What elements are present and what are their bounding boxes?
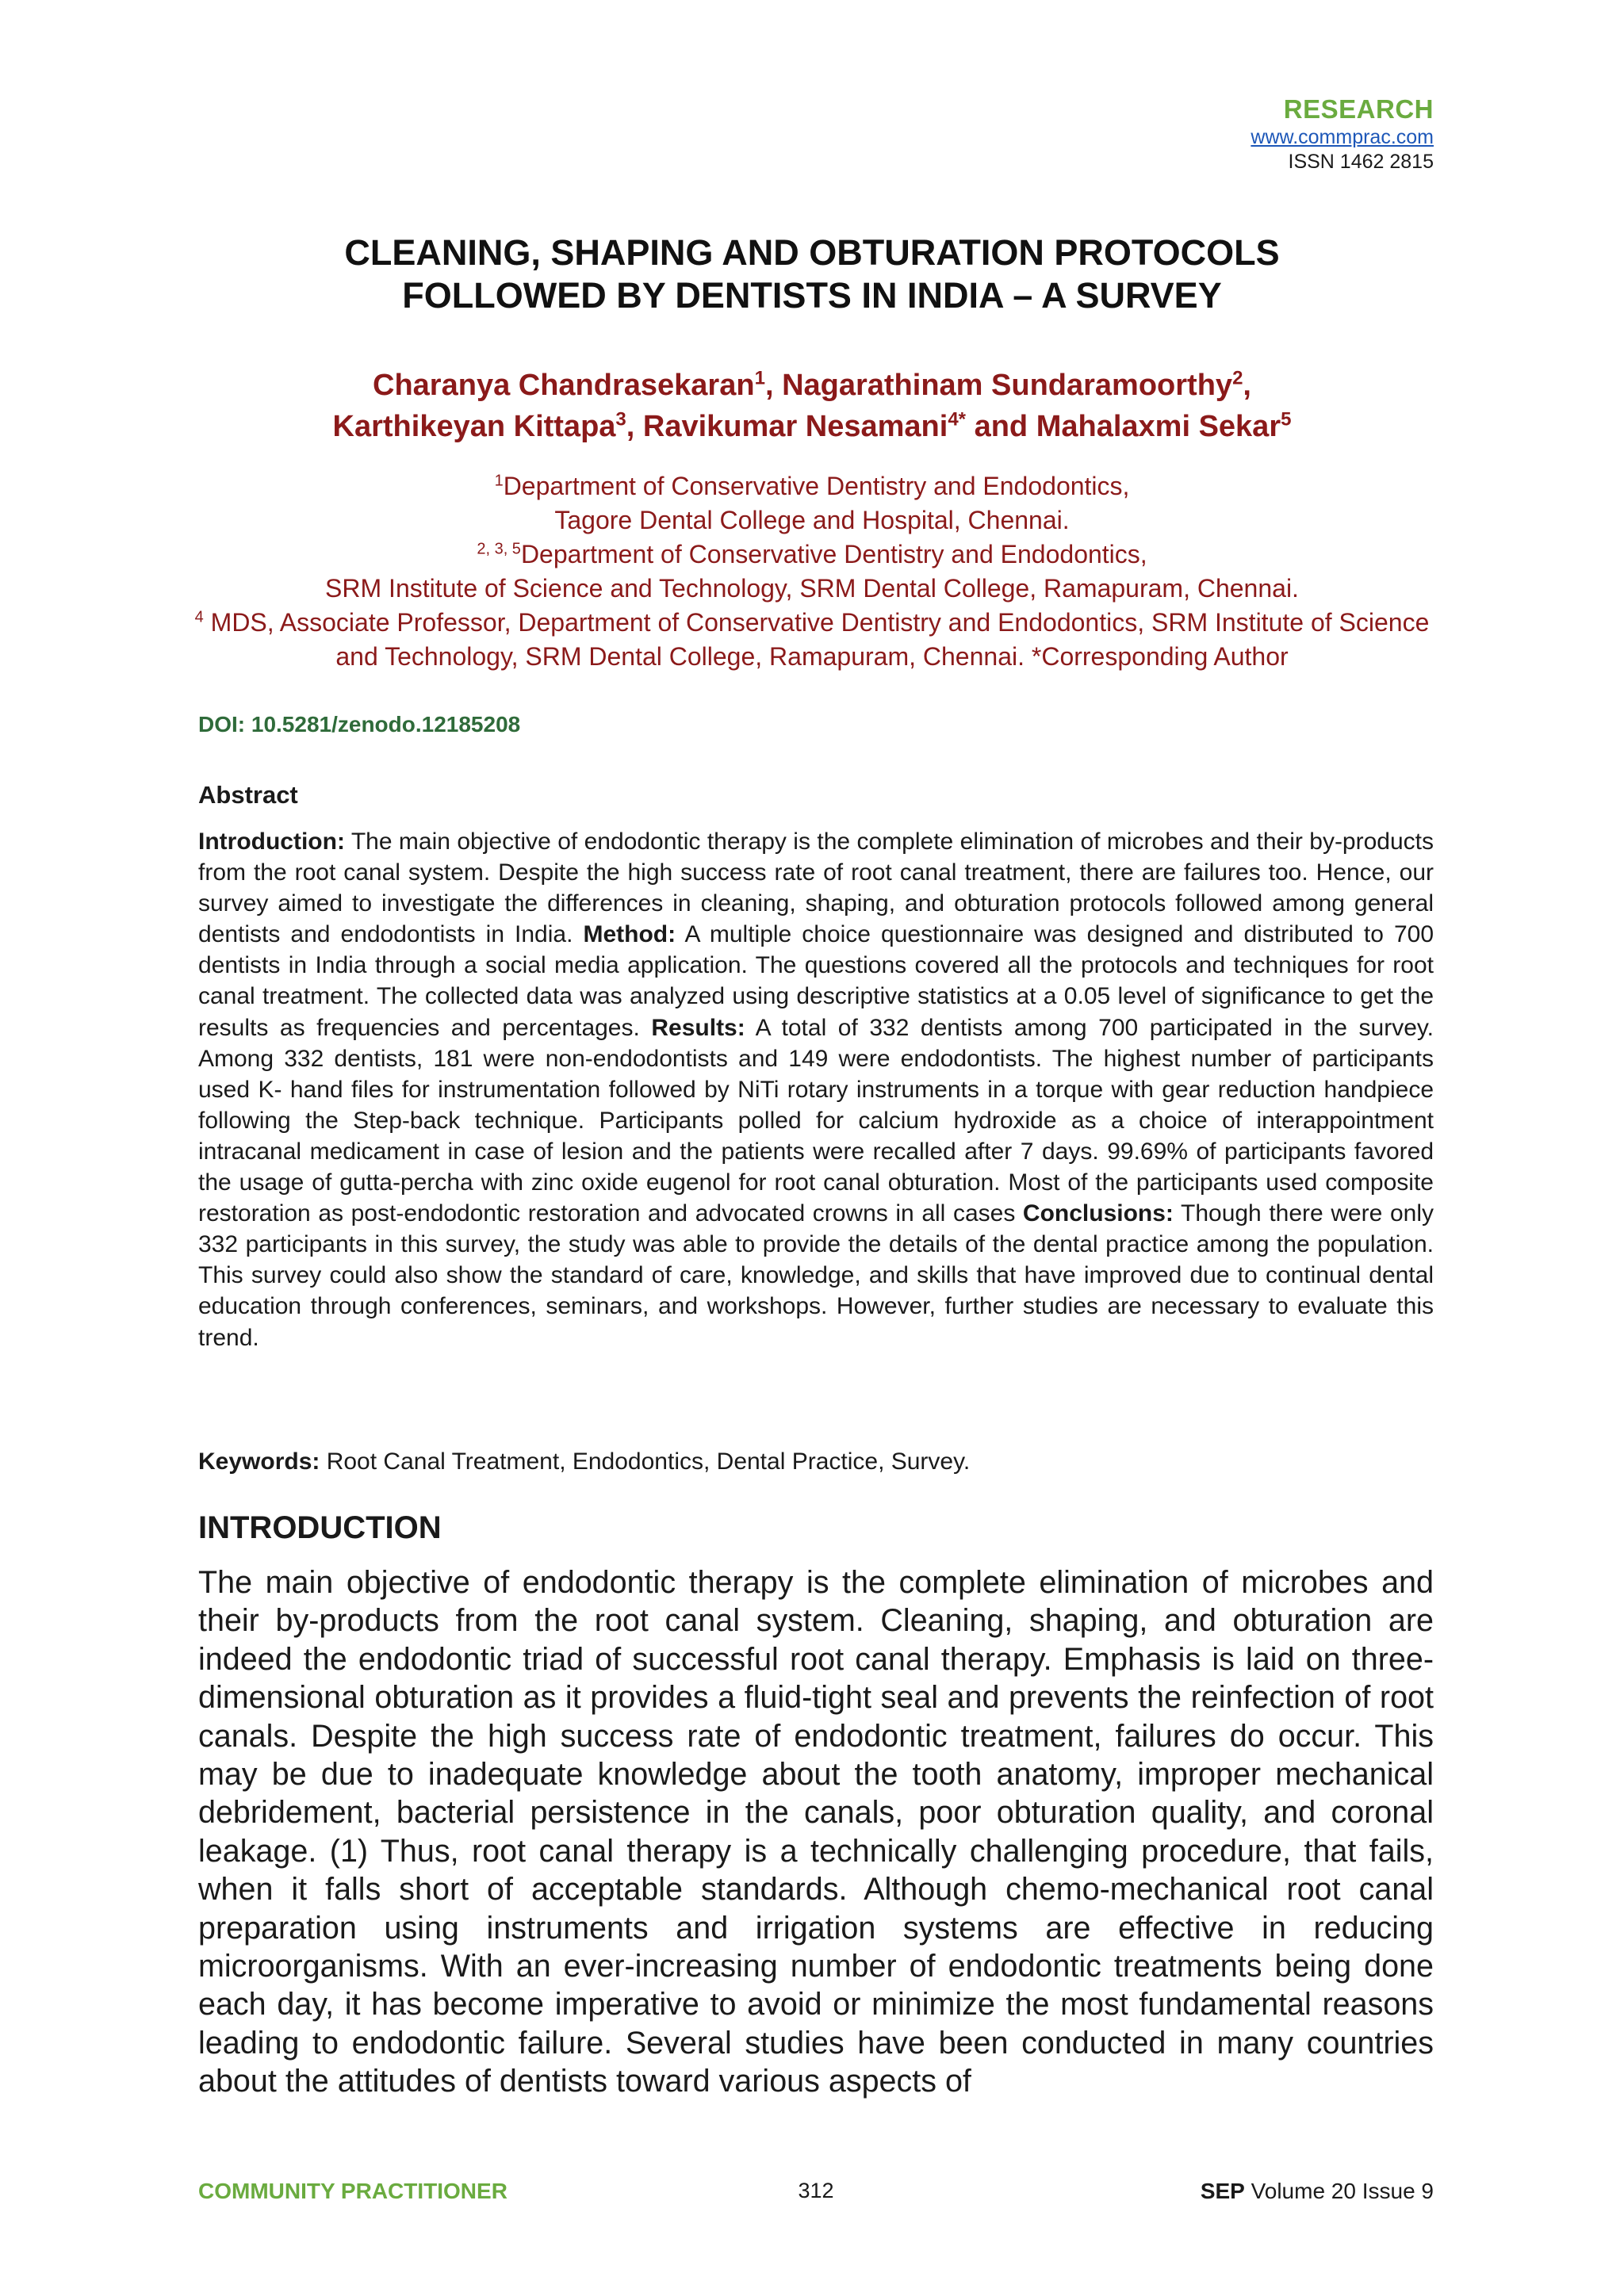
affiliation-line: SRM Institute of Science and Technology, SRM Dental College, Ramapuram, Chennai. (325, 574, 1299, 603)
affiliation-mark: 1 (494, 472, 504, 490)
author-name: Charanya Chandrasekaran (373, 369, 755, 402)
introduction-heading: INTRODUCTION (198, 1510, 442, 1545)
footer-issue (1201, 2179, 1434, 2204)
keywords (198, 1446, 1434, 1477)
author-name: Mahalaxmi Sekar (1036, 410, 1281, 443)
abstract-intro-text: The main objective of endodontic therapy is the complete elimination of microbes and their by-products from the root canal system. Despite the high success rate of root canal treatment, there are failures too. Hence, our survey aimed to investigate the differences in cleaning, shaping, and obturation protocols followed among general dentists and endodontists in India. (198, 828, 1434, 948)
footer-journal-name: COMMUNITY PRACTITIONER (198, 2179, 508, 2203)
abstract-intro-label: Introduction: (198, 828, 345, 855)
journal-header (1251, 94, 1434, 174)
introduction-body: The main objective of endodontic therapy is the complete elimination of microbes and their by-products from the root canal system. Cleaning, shaping, and obturation are indeed the endodontic triad of successful root canal therapy. Emphasis is laid on three-dimensional obturation as it provides a fluid-tight seal and prevents the reinfection of root canals. Despite the high success rate of endodontic treatment, failures do occur. This may be due to inadequate knowledge about the tooth anatomy, improper mechanical debridement, bacterial persistence in the canals, poor obturation quality, and coronal leakage. (1) Thus, root canal therapy is a technically challenging procedure, that fails, when it falls short of acceptable standards. Although chemo-mechanical root canal preparation using instruments and irrigation systems are effective in reducing microorganisms. With an ever-increasing number of endodontic treatments being done each day, it has become imperative to avoid or minimize the most fundamental reasons leading to endodontic failure. Several studies have been conducted in many countries about the attitudes of dentists toward various aspects of (198, 1565, 1434, 2099)
section-tag: RESEARCH (1283, 94, 1434, 124)
doi-link[interactable]: DOI: 10.5281/zenodo.12185208 (198, 712, 521, 737)
affiliation-line: $^{2, 3, 5}$Department of Conservative Dentistry and Endodontics, (477, 540, 1147, 568)
abstract-body (198, 826, 1434, 1353)
affiliation-line: $^1$Department of Conservative Dentistry and Endodontics, (494, 472, 1130, 500)
title-line-2: FOLLOWED BY DENTISTS IN INDIA – A SURVEY (402, 275, 1222, 316)
abstract-method-text: A multiple choice questionnaire was designed and distributed to 700 dentists in India through a social media application. The questions covered all the protocols and techniques for root canal treatment. The collected data was analyzed using descriptive statistics at a 0.05 level of significance to get the results as frequencies and percentages. (198, 921, 1434, 1041)
page-footer (198, 2179, 1434, 2210)
abstract-conclusions-label: Conclusions: (1022, 1200, 1174, 1227)
authors-line-1: Charanya Chandrasekaran$^1$, Nagarathinam Sundaramoorthy$^2$, (373, 367, 1251, 402)
author-name: Ravikumar Nesamani (642, 410, 948, 443)
journal-website-link[interactable]: www.commprac.com (1251, 126, 1434, 148)
author-name: Nagarathinam Sundaramoorthy (782, 369, 1233, 402)
footer-volume: Volume 20 Issue 9 (1244, 2179, 1434, 2203)
affiliation-mark: 2, 3, 5 (477, 540, 521, 558)
affiliation-mark: 4 (194, 608, 204, 626)
affiliations (190, 469, 1434, 674)
authors-line-2: Karthikeyan Kittapa$^3$, Ravikumar Nesamani$^{4*}$ and Mahalaxmi Sekar$^5$ (332, 408, 1292, 443)
author-affil-mark: 3 (615, 408, 626, 430)
page-number: 312 (798, 2179, 834, 2202)
abstract-results-text: A total of 332 dentists among 700 participated in the survey. Among 332 dentists, 181 were non-endodontists and 149 were endodontists. The highest number of participants used K- hand files for instrumentation followed by NiTi rotary instruments in a torque with gear reduction handpiece following the Step-back technique. Participants polled for calcium hydroxide as a choice of interappointment intracanal medicament in case of lesion and the patients were recalled after 7 days. 99.69% of participants favored the usage of gutta-percha with zinc oxide eugenol for root canal obturation. Most of the participants used composite restoration as post-endodontic restoration and advocated crowns in all cases (198, 1014, 1434, 1227)
abstract-heading: Abstract (198, 781, 298, 809)
abstract-method-label: Method: (583, 921, 676, 948)
keywords-text: Root Canal Treatment, Endodontics, Dental Practice, Survey. (320, 1448, 971, 1475)
author-name: Karthikeyan Kittapa (332, 410, 616, 443)
issn-number: ISSN 1462 2815 (1288, 151, 1434, 173)
affiliation-line: Tagore Dental College and Hospital, Chennai. (554, 506, 1070, 534)
author-affil-mark: 1 (754, 367, 765, 389)
author-affil-mark: 2 (1232, 367, 1243, 389)
affiliation-line: $^4$ MDS, Associate Professor, Department of Conservative Dentistry and Endodontics, SRM Institute of Science and Technology, SRM Dental College, Ramapuram, Chennai. *Corresponding Author (194, 608, 1430, 671)
author-conjunction: and (974, 410, 1028, 443)
keywords-label: Keywords: (198, 1448, 320, 1475)
author-affil-mark: 5 (1281, 408, 1292, 430)
abstract-results-label: Results: (651, 1014, 745, 1041)
paper-title (198, 232, 1426, 317)
abstract-conclusions-text: Though there were only 332 participants in this survey, the study was able to provide the details of the dental practice among the population. This survey could also show the standard of care, knowledge, and skills that have improved due to continual dental education through conferences, seminars, and workshops. However, further studies are necessary to evaluate this trend. (198, 1200, 1434, 1351)
author-list (198, 365, 1426, 447)
footer-month: SEP (1200, 2179, 1245, 2203)
author-affil-mark: 4* (948, 408, 967, 430)
title-line-1: CLEANING, SHAPING AND OBTURATION PROTOCOLS (344, 232, 1280, 273)
